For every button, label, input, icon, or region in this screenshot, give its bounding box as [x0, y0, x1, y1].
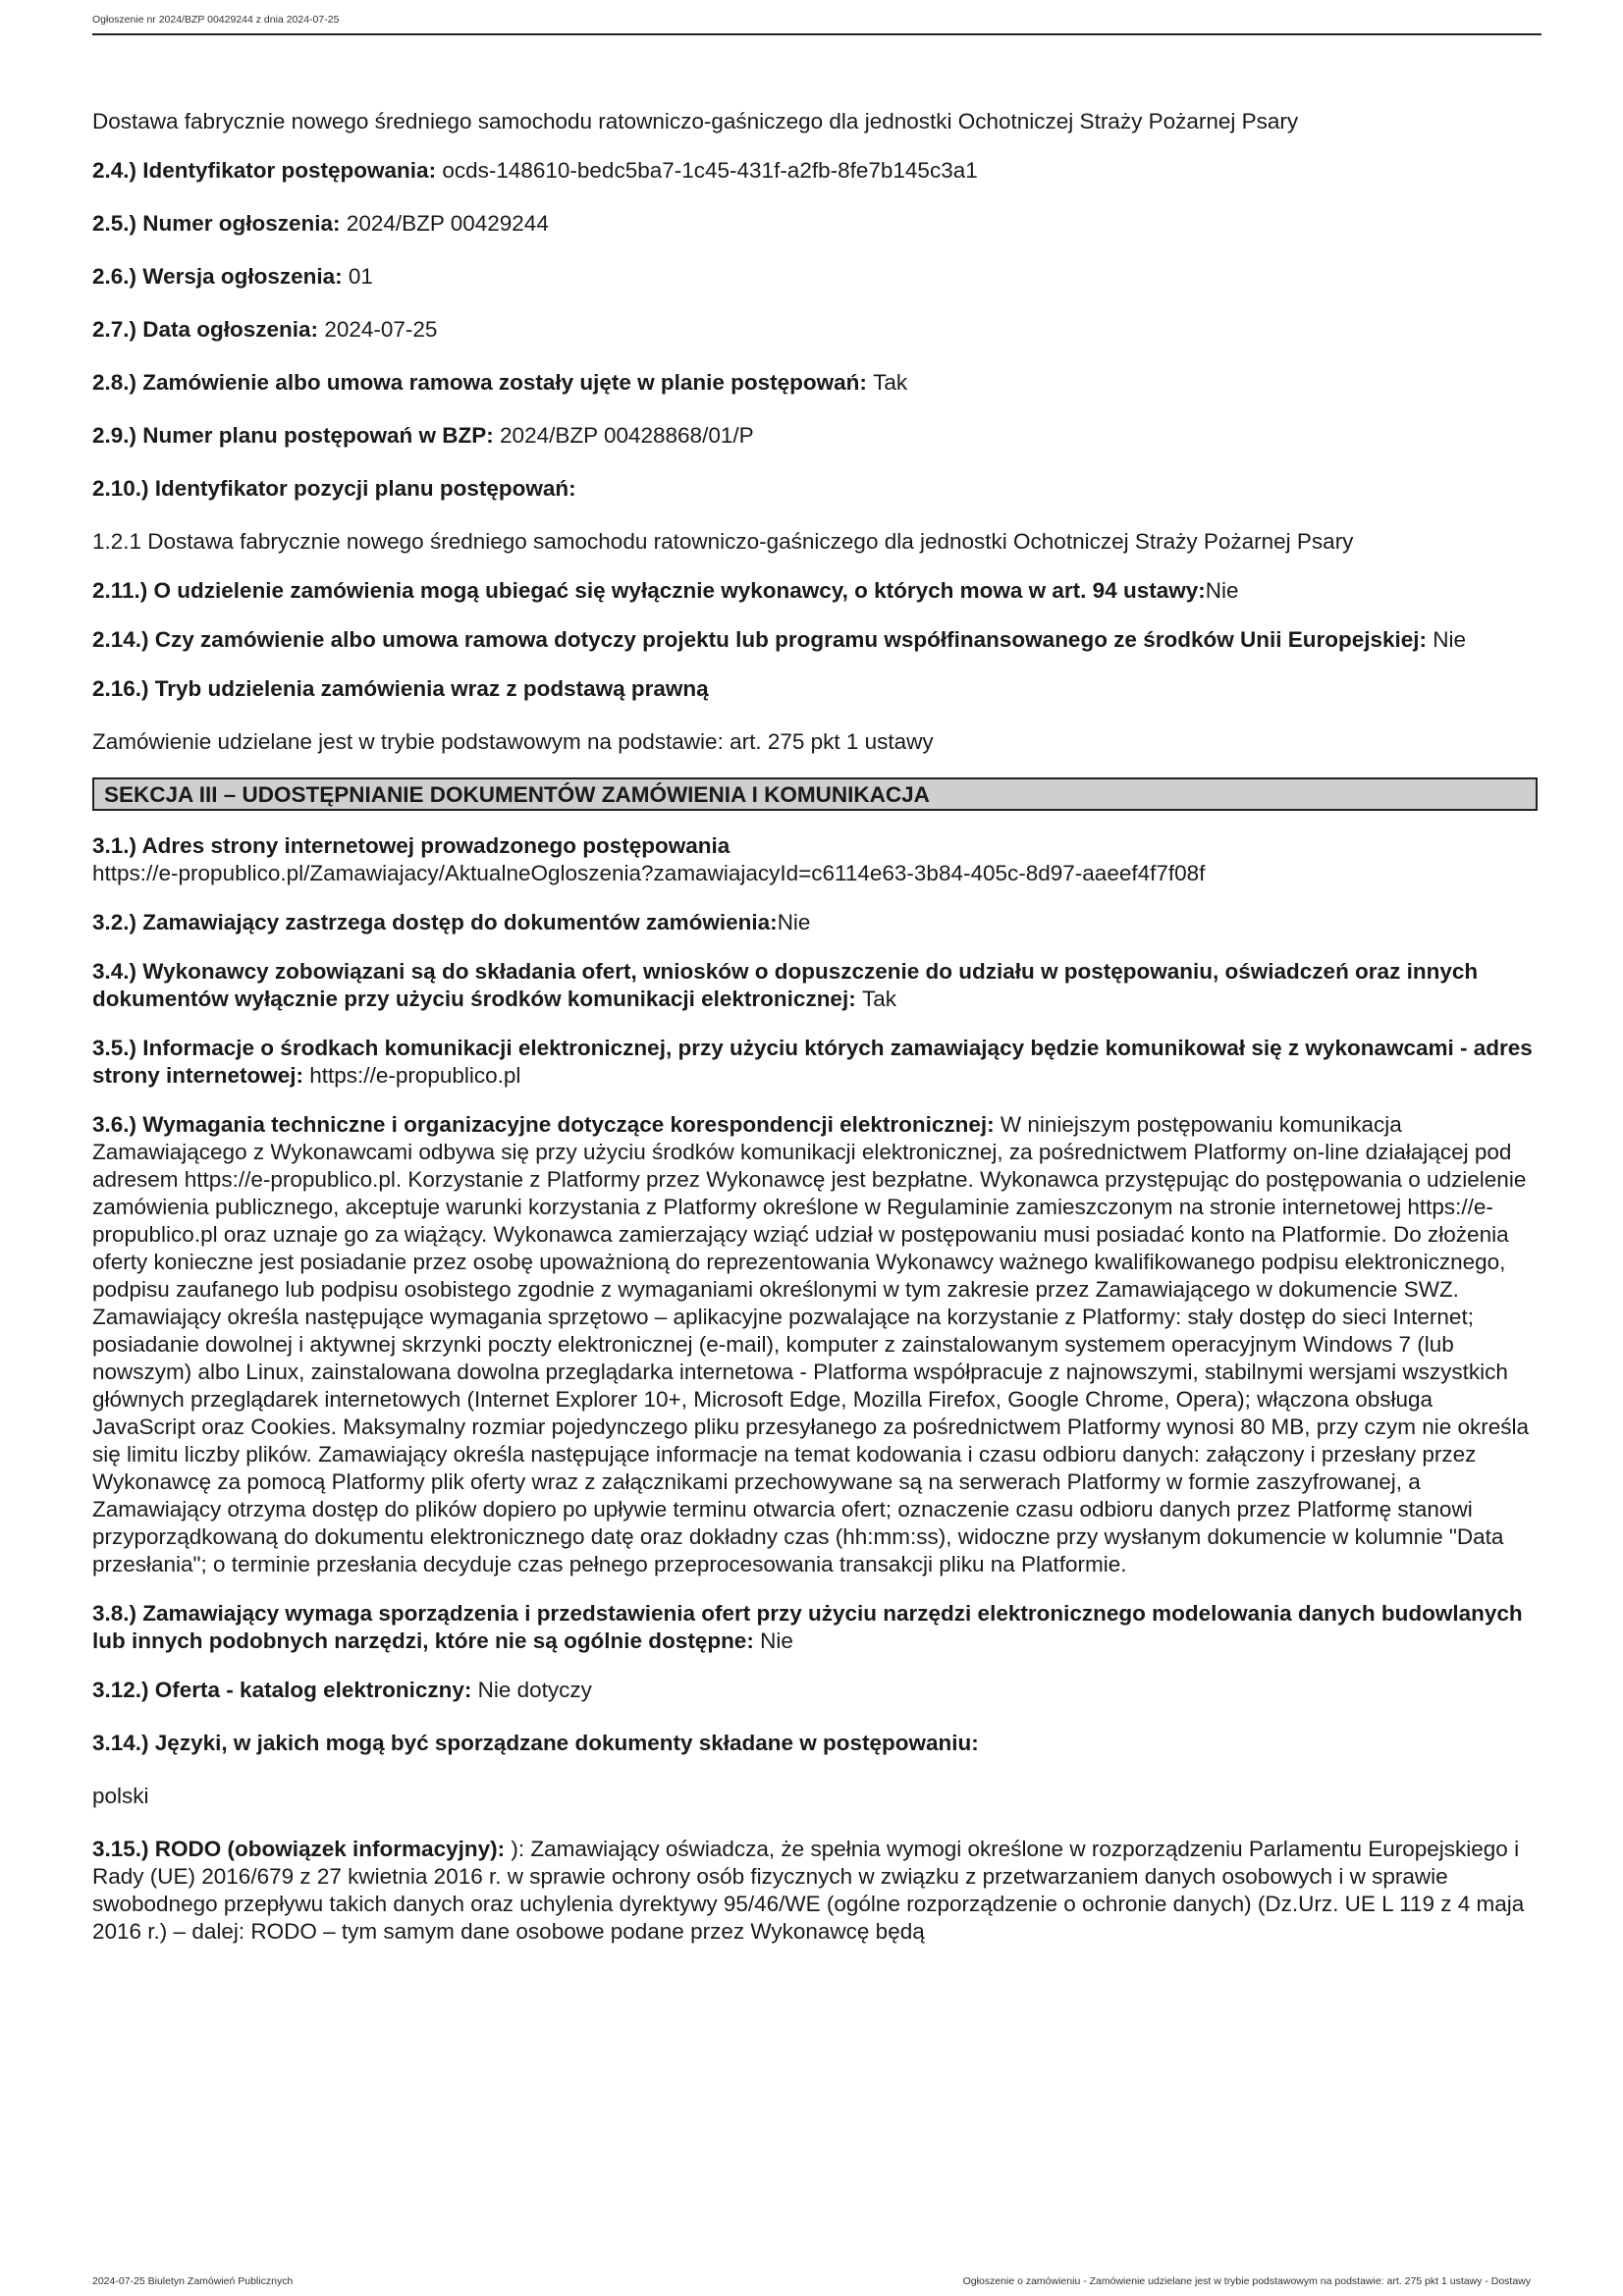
- item-3-1: [92, 832, 1542, 887]
- item-3-5-url[interactable]: https://e-propublico.pl: [309, 1063, 521, 1088]
- item-2-5: [92, 210, 1542, 238]
- item-3-1-url[interactable]: https://e-propublico.pl/Zamawiajacy/AktualneOgloszenia?zamawiajacyId=c6114e63-3b84-405c-8d97-aaeef4f7f08f: [92, 861, 1206, 885]
- item-3-4-label: 3.4.) Wykonawcy zobowiązani są do składania ofert, wniosków o dopuszczenie do udziału w postępowaniu, oświadczeń oraz innych dokumentów wyłącznie przy użyciu środków komunikacji elektronicznej:: [92, 959, 1479, 1011]
- item-2-16-value: Zamówienie udzielane jest w trybie podstawowym na podstawie: art. 275 pkt 1 ustawy: [92, 729, 934, 754]
- item-2-7-label: 2.7.) Data ogłoszenia:: [92, 317, 325, 342]
- item-2-4-label: 2.4.) Identyfikator postępowania:: [92, 158, 443, 183]
- procurement-title: Dostawa fabrycznie nowego średniego samochodu ratowniczo-gaśniczego dla jednostki Ochotniczej Straży Pożarnej Psary: [92, 109, 1299, 133]
- item-2-14-label: 2.14.) Czy zamówienie albo umowa ramowa dotyczy projektu lub programu współfinansowanego ze środków Unii Europejskiej:: [92, 627, 1434, 652]
- item-2-4: [92, 157, 1542, 185]
- item-2-8: [92, 369, 1542, 397]
- item-3-4: [92, 958, 1542, 1013]
- item-3-6-value: W niniejszym postępowaniu komunikacja Zamawiającego z Wykonawcami odbywa się przy użyciu środków komunikacji elektronicznej, za pośrednictwem Platformy on-line działającej pod adresem https://e-propublico.pl. Korzystanie z Platformy przez Wykonawcę jest bezpłatne. Wykonawca przystępując do postępowania o udzielenie zamówienia publicznego, akceptuje warunki korzystania z Platformy określone w Regulaminie zamieszczonym na stronie internetowej https://e-propublico.pl oraz uznaje go za wiążący. Wykonawca zamierzający wziąć udział w postępowaniu musi posiadać konto na Platformie. Do złożenia oferty konieczne jest posiadanie przez osobę upoważnioną do reprezentowania Wykonawcy ważnego kwalifikowanego podpisu elektronicznego, podpisu zaufanego lub podpisu osobistego zgodnie z wymaganiami określonymi w tym zakresie przez Zamawiającego w dokumencie SWZ. Zamawiający określa następujące wymagania sprzętowo – aplikacyjne pozwalające na korzystanie z Platformy: stały dostęp do sieci Internet; posiadanie dowolnej i aktywnej skrzynki poczty elektronicznej (e-mail), komputer z zainstalowanym systemem operacyjnym Windows 7 (lub nowszym) albo Linux, zainstalowana dowolna przeglądarka internetowa - Platforma współpracuje z najnowszymi, stabilnymi wersjami wszystkich głównych przeglądarek internetowych (Internet Explorer 10+, Microsoft Edge, Mozilla Firefox, Google Chrome, Opera); włączona obsługa JavaScript oraz Cookies. Maksymalny rozmiar pojedynczego pliku przesyłanego za pośrednictwem Platformy wynosi 80 MB, przy czym nie określa się limitu liczby plików. Zamawiający określa następujące informacje na temat kodowania i czasu odbioru danych: załączony i przesłany przez Wykonawcę za pomocą Platformy plik oferty wraz z załącznikami przechowywane są na serwerach Platformy w formie zaszyfrowanej, a Zamawiający otrzyma dostęp do plików dopiero po upływie terminu otwarcia ofert; oznaczenie czasu odbioru danych przez Platformę stanowi przyporządkowaną do dokumentu elektronicznego datę oraz dokładny czas (hh:mm:ss), widoczne przy wysłanym dokumencie w kolumnie "Data przesłania"; o terminie przesłania decyduje czas pełnego przeprocesowania transakcji pliku na Platformie.: [92, 1112, 1530, 1576]
- item-2-11-label: 2.11.) O udzielenie zamówienia mogą ubiegać się wyłącznie wykonawcy, o których mowa w art. 94 ustawy:: [92, 578, 1206, 603]
- item-3-14-value: polski: [92, 1784, 149, 1808]
- item-2-11: [92, 577, 1542, 605]
- item-2-9: [92, 422, 1542, 450]
- item-2-8-label: 2.8.) Zamówienie albo umowa ramowa zostały ujęte w planie postępowań:: [92, 370, 874, 395]
- item-3-1-label: 3.1.) Adres strony internetowej prowadzonego postępowania: [92, 833, 730, 858]
- item-2-6-value: 01: [348, 264, 373, 289]
- item-2-6-label: 2.6.) Wersja ogłoszenia:: [92, 264, 349, 289]
- item-3-12: [92, 1677, 1542, 1704]
- item-2-5-label: 2.5.) Numer ogłoszenia:: [92, 211, 347, 236]
- item-2-9-label: 2.9.) Numer planu postępowań w BZP:: [92, 423, 501, 448]
- section-3-heading: SEKCJA III – UDOSTĘPNIANIE DOKUMENTÓW ZAMÓWIENIA I KOMUNIKACJA: [92, 777, 1538, 811]
- item-3-12-label: 3.12.) Oferta - katalog elektroniczny:: [92, 1678, 478, 1702]
- item-2-9-value: 2024/BZP 00428868/01/P: [500, 423, 754, 448]
- item-2-4-value: ocds-148610-bedc5ba7-1c45-431f-a2fb-8fe7b145c3a1: [442, 158, 978, 183]
- item-3-2-value: Nie: [777, 910, 811, 934]
- item-3-8-value: Nie: [760, 1629, 793, 1653]
- item-3-6: [92, 1111, 1542, 1578]
- item-3-2-label: 3.2.) Zamawiający zastrzega dostęp do dokumentów zamówienia:: [92, 910, 778, 934]
- item-2-7-value: 2024-07-25: [324, 317, 438, 342]
- item-2-11-value: Nie: [1205, 578, 1239, 603]
- item-3-5-label: 3.5.) Informacje o środkach komunikacji elektronicznej, przy użyciu których zamawiający będzie komunikował się z wykonawcami - adres strony internetowej:: [92, 1036, 1533, 1088]
- item-2-16-label: 2.16.) Tryb udzielenia zamówienia wraz z podstawą prawną: [92, 676, 709, 701]
- item-2-6: [92, 263, 1542, 291]
- item-3-4-value: Tak: [861, 987, 896, 1011]
- item-3-8: [92, 1600, 1542, 1655]
- item-2-14: [92, 626, 1542, 654]
- item-3-12-value: Nie dotyczy: [477, 1678, 592, 1702]
- item-3-6-label: 3.6.) Wymagania techniczne i organizacyjne dotyczące korespondencji elektronicznej:: [92, 1112, 995, 1137]
- item-3-15-label: 3.15.) RODO (obowiązek informacyjny):: [92, 1837, 506, 1861]
- item-2-14-value: Nie: [1433, 627, 1467, 652]
- footer-right: Ogłoszenie o zamówieniu - Zamówienie udzielane jest w trybie podstawowym na podstawie: art. 275 pkt 1 ustawy - Dostawy: [962, 2275, 1531, 2287]
- item-3-15: [92, 1836, 1542, 1946]
- item-3-14-label: 3.14.) Języki, w jakich mogą być sporządzane dokumenty składane w postępowaniu:: [92, 1731, 979, 1755]
- footer-left: 2024-07-25 Biuletyn Zamówień Publicznych: [92, 2275, 294, 2287]
- page-header: Ogłoszenie nr 2024/BZP 00429244 z dnia 2024-07-25: [92, 14, 1542, 35]
- item-3-15-value: ): Zamawiający oświadcza, że spełnia wymogi określone w rozporządzeniu Parlamentu Europejskiego i Rady (UE) 2016/679 z 27 kwietnia 2016 r. w sprawie ochrony osób fizycznych w związku z przetwarzaniem danych osobowych i w sprawie swobodnego przepływu takich danych oraz uchylenia dyrektywy 95/46/WE (ogólne rozporządzenie o ochronie danych) (Dz.Urz. UE L 119 z 4 maja 2016 r.) – dalej: RODO – tym samym dane osobowe podane przez Wykonawcę będą: [92, 1837, 1525, 1944]
- item-3-5: [92, 1035, 1542, 1090]
- document-body: [92, 108, 1542, 1946]
- item-2-8-value: Tak: [873, 370, 908, 395]
- item-2-5-value: 2024/BZP 00429244: [346, 211, 549, 236]
- item-2-10-label: 2.10.) Identyfikator pozycji planu postępowań:: [92, 476, 576, 501]
- item-2-10-value: 1.2.1 Dostawa fabrycznie nowego średniego samochodu ratowniczo-gaśniczego dla jednostki Ochotniczej Straży Pożarnej Psary: [92, 529, 1354, 554]
- item-3-8-label: 3.8.) Zamawiający wymaga sporządzenia i przedstawienia ofert przy użyciu narzędzi elektronicznego modelowania danych budowlanych lub innych podobnych narzędzi, które nie są ogólnie dostępne:: [92, 1601, 1523, 1653]
- item-2-7: [92, 316, 1542, 344]
- item-3-2: [92, 909, 1542, 936]
